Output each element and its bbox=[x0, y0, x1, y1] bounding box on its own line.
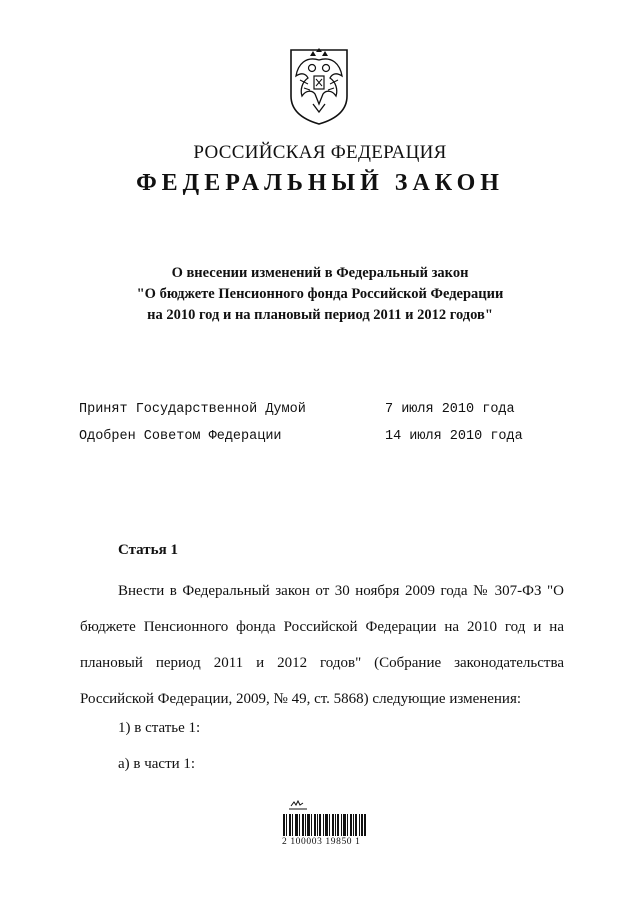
adoption-date: 14 июля 2010 года bbox=[385, 429, 523, 444]
adoption-row-council bbox=[79, 429, 539, 451]
adoption-org: Принят Государственной Думой bbox=[79, 402, 306, 417]
list-item: 1) в статье 1: bbox=[118, 720, 201, 736]
adoption-date: 7 июля 2010 года bbox=[385, 402, 515, 417]
adoption-org: Одобрен Советом Федерации bbox=[79, 429, 282, 444]
adoption-row-duma bbox=[79, 402, 539, 424]
law-title-line-2: "О бюджете Пенсионного фонда Российской Федерации bbox=[136, 286, 504, 302]
law-title-line-3: на 2010 год и на плановый период 2011 и 2012 годов" bbox=[147, 307, 493, 323]
list-item: а) в части 1: bbox=[118, 756, 196, 772]
law-title-line-1: О внесении изменений в Федеральный закон bbox=[171, 265, 469, 281]
barcode-number: 2 100003 19850 1 bbox=[282, 837, 361, 847]
article-body bbox=[80, 573, 564, 717]
coat-of-arms-emblem bbox=[288, 46, 350, 126]
article-paragraph: Внести в Федеральный закон от 30 ноября 2009 года № 307-ФЗ "О бюджете Пенсионного фонда Российской Федерации на 2010 год и на плановый период 2011 и 2012 годов" (Собрание законодательства Российской Федерации, 2009, № 49, ст. 5868) следующие изменения: bbox=[80, 583, 564, 707]
country-name: РОССИЙСКАЯ ФЕДЕРАЦИЯ bbox=[193, 142, 447, 163]
barcode-graphic bbox=[283, 800, 367, 856]
article-heading: Статья 1 bbox=[118, 542, 178, 558]
document-type-heading: ФЕДЕРАЛЬНЫЙ ЗАКОН bbox=[136, 170, 504, 196]
law-title bbox=[60, 263, 580, 326]
